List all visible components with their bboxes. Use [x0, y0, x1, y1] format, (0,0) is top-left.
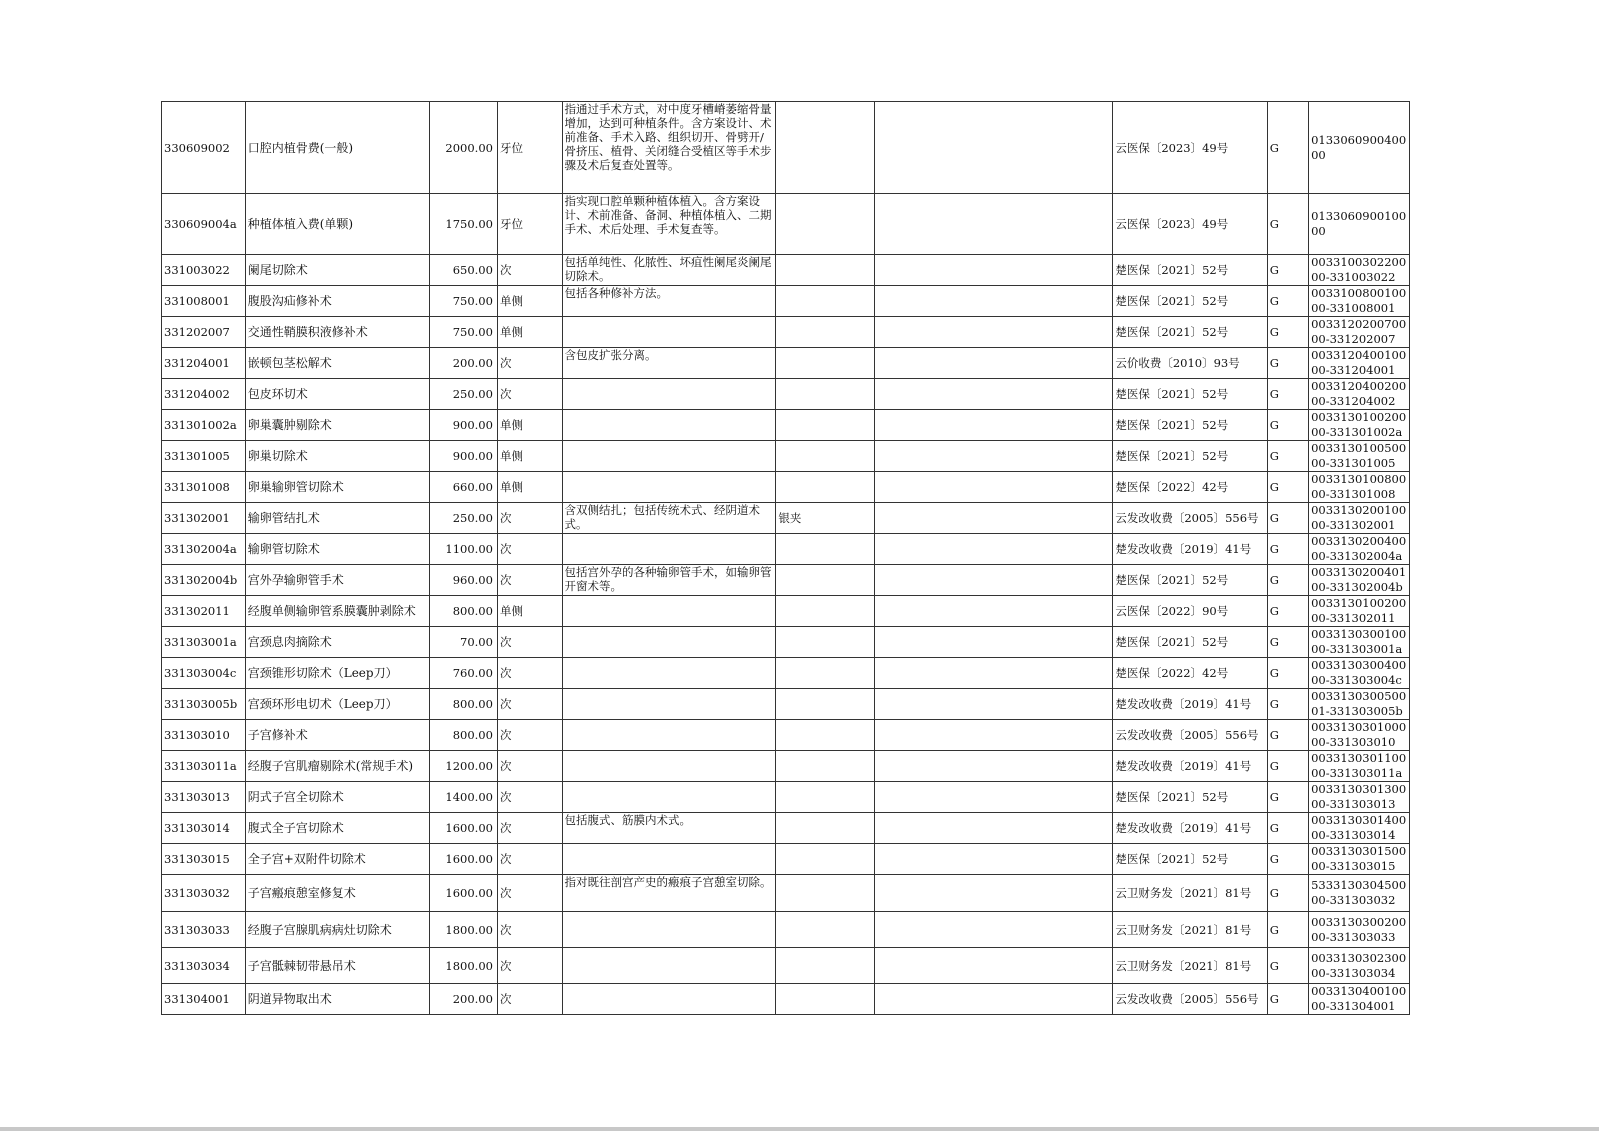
- table-row: [162, 658, 1410, 689]
- excluded-items-cell: [776, 844, 875, 875]
- unit-cell: 单侧: [497, 596, 562, 627]
- price-cell: 250.00: [430, 503, 498, 534]
- description-cell: [562, 751, 776, 782]
- excluded-items-cell: [776, 596, 875, 627]
- price-class-cell: G: [1267, 472, 1308, 503]
- table-row: [162, 255, 1410, 286]
- composite-code-cell: 003313030230000-331303034: [1309, 948, 1410, 984]
- document-number-cell: 云医保〔2023〕49号: [1113, 194, 1267, 255]
- document-number-cell: 楚医保〔2021〕52号: [1113, 379, 1267, 410]
- price-class-cell: G: [1267, 565, 1308, 596]
- description-cell: [562, 534, 776, 565]
- note-cell: [875, 348, 1113, 379]
- document-number-cell: 云卫财务发〔2021〕81号: [1113, 875, 1267, 912]
- table-row: [162, 379, 1410, 410]
- item-name-cell: 口腔内植骨费(一般): [245, 102, 430, 194]
- table-row: [162, 751, 1410, 782]
- price-class-cell: G: [1267, 875, 1308, 912]
- description-cell: 指对既往剖宫产史的瘢痕子宫憩室切除。: [562, 875, 776, 912]
- item-name-cell: 输卵管切除术: [245, 534, 430, 565]
- price-cell: 960.00: [430, 565, 498, 596]
- table-row: [162, 410, 1410, 441]
- note-cell: [875, 565, 1113, 596]
- price-cell: 1800.00: [430, 948, 498, 984]
- excluded-items-cell: [776, 472, 875, 503]
- description-cell: 含双侧结扎；包括传统术式、经阴道术式。: [562, 503, 776, 534]
- composite-code-cell: 003313010050000-331301005: [1309, 441, 1410, 472]
- excluded-items-cell: [776, 689, 875, 720]
- price-cell: 200.00: [430, 348, 498, 379]
- note-cell: [875, 194, 1113, 255]
- excluded-items-cell: [776, 317, 875, 348]
- item-name-cell: 宫颈环形电切术（Leep刀）: [245, 689, 430, 720]
- document-number-cell: 楚医保〔2021〕52号: [1113, 441, 1267, 472]
- composite-code-cell: 003313030050001-331303005b: [1309, 689, 1410, 720]
- item-name-cell: 嵌顿包茎松解术: [245, 348, 430, 379]
- item-name-cell: 卵巢囊肿剔除术: [245, 410, 430, 441]
- description-cell: [562, 596, 776, 627]
- price-cell: 900.00: [430, 441, 498, 472]
- table-row: [162, 503, 1410, 534]
- note-cell: [875, 844, 1113, 875]
- table-row: [162, 782, 1410, 813]
- excluded-items-cell: 银夹: [776, 503, 875, 534]
- item-code-cell: 331302004b: [162, 565, 246, 596]
- item-code-cell: 331301005: [162, 441, 246, 472]
- description-cell: [562, 658, 776, 689]
- description-cell: [562, 720, 776, 751]
- unit-cell: 单侧: [497, 472, 562, 503]
- item-code-cell: 331303004c: [162, 658, 246, 689]
- price-class-cell: G: [1267, 689, 1308, 720]
- note-cell: [875, 813, 1113, 844]
- excluded-items-cell: [776, 379, 875, 410]
- composite-code-cell: 003313030140000-331303014: [1309, 813, 1410, 844]
- document-number-cell: 云卫财务发〔2021〕81号: [1113, 948, 1267, 984]
- item-name-cell: 阴式子宫全切除术: [245, 782, 430, 813]
- price-cell: 800.00: [430, 689, 498, 720]
- document-number-cell: 楚医保〔2021〕52号: [1113, 627, 1267, 658]
- document-number-cell: 楚医保〔2021〕52号: [1113, 844, 1267, 875]
- document-number-cell: 楚发改收费〔2019〕41号: [1113, 751, 1267, 782]
- table-row: [162, 565, 1410, 596]
- item-code-cell: 331003022: [162, 255, 246, 286]
- price-cell: 1600.00: [430, 813, 498, 844]
- item-code-cell: 331302004a: [162, 534, 246, 565]
- item-name-cell: 腹股沟疝修补术: [245, 286, 430, 317]
- page-bottom-edge: [0, 1127, 1599, 1131]
- item-code-cell: 331008001: [162, 286, 246, 317]
- price-cell: 1600.00: [430, 844, 498, 875]
- document-number-cell: 楚医保〔2021〕52号: [1113, 286, 1267, 317]
- composite-code-cell: 003313030130000-331303013: [1309, 782, 1410, 813]
- description-cell: 包括各种修补方法。: [562, 286, 776, 317]
- document-number-cell: 楚医保〔2022〕42号: [1113, 658, 1267, 689]
- price-cell: 650.00: [430, 255, 498, 286]
- note-cell: [875, 658, 1113, 689]
- item-code-cell: 331303014: [162, 813, 246, 844]
- description-cell: [562, 912, 776, 948]
- table-row: [162, 286, 1410, 317]
- excluded-items-cell: [776, 286, 875, 317]
- unit-cell: 次: [497, 844, 562, 875]
- document-number-cell: 楚发改收费〔2019〕41号: [1113, 689, 1267, 720]
- item-code-cell: 331304001: [162, 984, 246, 1015]
- document-number-cell: 云医保〔2022〕90号: [1113, 596, 1267, 627]
- table-row: [162, 534, 1410, 565]
- composite-code-cell: 003310080010000-331008001: [1309, 286, 1410, 317]
- excluded-items-cell: [776, 912, 875, 948]
- unit-cell: 次: [497, 984, 562, 1015]
- excluded-items-cell: [776, 813, 875, 844]
- unit-cell: 次: [497, 255, 562, 286]
- unit-cell: 次: [497, 503, 562, 534]
- price-class-cell: G: [1267, 948, 1308, 984]
- composite-code-cell: 003313010020000-331301002a: [1309, 410, 1410, 441]
- price-class-cell: G: [1267, 503, 1308, 534]
- unit-cell: 单侧: [497, 410, 562, 441]
- price-class-cell: G: [1267, 379, 1308, 410]
- table-row: [162, 984, 1410, 1015]
- note-cell: [875, 534, 1113, 565]
- table-row: [162, 912, 1410, 948]
- unit-cell: 牙位: [497, 194, 562, 255]
- description-cell: [562, 627, 776, 658]
- composite-code-cell: 003312040010000-331204001: [1309, 348, 1410, 379]
- unit-cell: 单侧: [497, 317, 562, 348]
- note-cell: [875, 720, 1113, 751]
- note-cell: [875, 912, 1113, 948]
- unit-cell: 次: [497, 912, 562, 948]
- unit-cell: 次: [497, 813, 562, 844]
- description-cell: 指实现口腔单颗种植体植入。含方案设计、术前准备、备洞、种植体植入、二期手术、术后处理、手术复查等。: [562, 194, 776, 255]
- item-name-cell: 经腹子宫肌瘤剔除术(常规手术): [245, 751, 430, 782]
- price-cell: 750.00: [430, 286, 498, 317]
- composite-code-cell: 003313030020000-331303033: [1309, 912, 1410, 948]
- document-number-cell: 楚发改收费〔2019〕41号: [1113, 813, 1267, 844]
- unit-cell: 牙位: [497, 102, 562, 194]
- item-code-cell: 331303011a: [162, 751, 246, 782]
- price-class-cell: G: [1267, 984, 1308, 1015]
- excluded-items-cell: [776, 875, 875, 912]
- unit-cell: 次: [497, 658, 562, 689]
- table-row: [162, 627, 1410, 658]
- description-cell: [562, 379, 776, 410]
- unit-cell: 次: [497, 875, 562, 912]
- table-row: [162, 441, 1410, 472]
- composite-code-cell: 533313030450000-331303032: [1309, 875, 1410, 912]
- table-row: [162, 844, 1410, 875]
- description-cell: 包括宫外孕的各种输卵管手术，如输卵管开窗术等。: [562, 565, 776, 596]
- price-class-cell: G: [1267, 813, 1308, 844]
- excluded-items-cell: [776, 984, 875, 1015]
- table-row: [162, 102, 1410, 194]
- unit-cell: 单侧: [497, 286, 562, 317]
- description-cell: 包括腹式、筋膜内术式。: [562, 813, 776, 844]
- unit-cell: 次: [497, 782, 562, 813]
- note-cell: [875, 379, 1113, 410]
- excluded-items-cell: [776, 782, 875, 813]
- unit-cell: 次: [497, 565, 562, 596]
- price-class-cell: G: [1267, 627, 1308, 658]
- table-row: [162, 689, 1410, 720]
- price-class-cell: G: [1267, 441, 1308, 472]
- price-class-cell: G: [1267, 751, 1308, 782]
- item-name-cell: 腹式全子宫切除术: [245, 813, 430, 844]
- composite-code-cell: 003312020070000-331202007: [1309, 317, 1410, 348]
- description-cell: 含包皮扩张分离。: [562, 348, 776, 379]
- price-cell: 800.00: [430, 596, 498, 627]
- composite-code-cell: 003313020040100-331302004b: [1309, 565, 1410, 596]
- item-name-cell: 子宫骶棘韧带悬吊术: [245, 948, 430, 984]
- item-name-cell: 种植体植入费(单颗): [245, 194, 430, 255]
- excluded-items-cell: [776, 658, 875, 689]
- note-cell: [875, 689, 1113, 720]
- price-cell: 2000.00: [430, 102, 498, 194]
- unit-cell: 次: [497, 751, 562, 782]
- price-cell: 70.00: [430, 627, 498, 658]
- document-number-cell: 楚医保〔2021〕52号: [1113, 565, 1267, 596]
- description-cell: [562, 984, 776, 1015]
- item-code-cell: 331204001: [162, 348, 246, 379]
- price-class-cell: G: [1267, 194, 1308, 255]
- item-name-cell: 阴道异物取出术: [245, 984, 430, 1015]
- item-name-cell: 宫颈息肉摘除术: [245, 627, 430, 658]
- description-cell: [562, 782, 776, 813]
- document-number-cell: 云发改收费〔2005〕556号: [1113, 984, 1267, 1015]
- excluded-items-cell: [776, 255, 875, 286]
- table-row: [162, 317, 1410, 348]
- excluded-items-cell: [776, 534, 875, 565]
- item-name-cell: 经腹子宫腺肌病病灶切除术: [245, 912, 430, 948]
- price-cell: 1400.00: [430, 782, 498, 813]
- note-cell: [875, 102, 1113, 194]
- unit-cell: 次: [497, 948, 562, 984]
- price-class-cell: G: [1267, 720, 1308, 751]
- composite-code-cell: 003313020040000-331302004a: [1309, 534, 1410, 565]
- document-number-cell: 楚医保〔2021〕52号: [1113, 317, 1267, 348]
- item-code-cell: 331303005b: [162, 689, 246, 720]
- unit-cell: 次: [497, 348, 562, 379]
- table-row: [162, 348, 1410, 379]
- table-row: [162, 875, 1410, 912]
- table-row: [162, 813, 1410, 844]
- table-row: [162, 948, 1410, 984]
- table-row: [162, 596, 1410, 627]
- item-code-cell: 330609002: [162, 102, 246, 194]
- item-code-cell: 331202007: [162, 317, 246, 348]
- note-cell: [875, 596, 1113, 627]
- item-code-cell: 330609004a: [162, 194, 246, 255]
- note-cell: [875, 255, 1113, 286]
- item-name-cell: 输卵管结扎术: [245, 503, 430, 534]
- price-class-cell: G: [1267, 596, 1308, 627]
- document-number-cell: 云卫财务发〔2021〕81号: [1113, 912, 1267, 948]
- price-class-cell: G: [1267, 782, 1308, 813]
- price-cell: 1600.00: [430, 875, 498, 912]
- price-cell: 200.00: [430, 984, 498, 1015]
- document-number-cell: 云价收费〔2010〕93号: [1113, 348, 1267, 379]
- price-cell: 900.00: [430, 410, 498, 441]
- excluded-items-cell: [776, 751, 875, 782]
- price-cell: 760.00: [430, 658, 498, 689]
- description-cell: [562, 472, 776, 503]
- note-cell: [875, 984, 1113, 1015]
- unit-cell: 次: [497, 720, 562, 751]
- excluded-items-cell: [776, 565, 875, 596]
- price-cell: 1800.00: [430, 912, 498, 948]
- item-name-cell: 卵巢切除术: [245, 441, 430, 472]
- note-cell: [875, 875, 1113, 912]
- price-cell: 800.00: [430, 720, 498, 751]
- item-code-cell: 331303015: [162, 844, 246, 875]
- description-cell: [562, 410, 776, 441]
- price-class-cell: G: [1267, 286, 1308, 317]
- item-name-cell: 经腹单侧输卵管系膜囊肿剥除术: [245, 596, 430, 627]
- price-cell: 1200.00: [430, 751, 498, 782]
- note-cell: [875, 286, 1113, 317]
- item-code-cell: 331303032: [162, 875, 246, 912]
- price-cell: 250.00: [430, 379, 498, 410]
- item-code-cell: 331204002: [162, 379, 246, 410]
- composite-code-cell: 003310030220000-331003022: [1309, 255, 1410, 286]
- price-cell: 750.00: [430, 317, 498, 348]
- note-cell: [875, 627, 1113, 658]
- note-cell: [875, 472, 1113, 503]
- description-cell: 包括单纯性、化脓性、坏疽性阑尾炎阑尾切除术。: [562, 255, 776, 286]
- composite-code-cell: 003313030100000-331303010: [1309, 720, 1410, 751]
- unit-cell: 次: [497, 689, 562, 720]
- excluded-items-cell: [776, 194, 875, 255]
- price-class-cell: G: [1267, 912, 1308, 948]
- composite-code-cell: 003313030040000-331303004c: [1309, 658, 1410, 689]
- note-cell: [875, 751, 1113, 782]
- price-class-cell: G: [1267, 317, 1308, 348]
- item-code-cell: 331303010: [162, 720, 246, 751]
- item-code-cell: 331303033: [162, 912, 246, 948]
- document-number-cell: 楚医保〔2021〕52号: [1113, 255, 1267, 286]
- description-cell: [562, 948, 776, 984]
- note-cell: [875, 441, 1113, 472]
- composite-code-cell: 003313010020000-331302011: [1309, 596, 1410, 627]
- item-code-cell: 331301008: [162, 472, 246, 503]
- price-class-cell: G: [1267, 410, 1308, 441]
- note-cell: [875, 503, 1113, 534]
- excluded-items-cell: [776, 441, 875, 472]
- note-cell: [875, 948, 1113, 984]
- fee-table: [161, 101, 1410, 1015]
- table-row: [162, 720, 1410, 751]
- item-code-cell: 331302001: [162, 503, 246, 534]
- composite-code-cell: 013306090010000: [1309, 194, 1410, 255]
- excluded-items-cell: [776, 720, 875, 751]
- item-name-cell: 宫外孕输卵管手术: [245, 565, 430, 596]
- unit-cell: 单侧: [497, 441, 562, 472]
- unit-cell: 次: [497, 534, 562, 565]
- price-cell: 660.00: [430, 472, 498, 503]
- item-name-cell: 全子宫+双附件切除术: [245, 844, 430, 875]
- description-cell: [562, 844, 776, 875]
- composite-code-cell: 003312040020000-331204002: [1309, 379, 1410, 410]
- description-cell: [562, 317, 776, 348]
- note-cell: [875, 410, 1113, 441]
- price-class-cell: G: [1267, 348, 1308, 379]
- price-class-cell: G: [1267, 658, 1308, 689]
- item-code-cell: 331302011: [162, 596, 246, 627]
- excluded-items-cell: [776, 410, 875, 441]
- note-cell: [875, 782, 1113, 813]
- item-code-cell: 331303013: [162, 782, 246, 813]
- item-code-cell: 331301002a: [162, 410, 246, 441]
- price-class-cell: G: [1267, 102, 1308, 194]
- composite-code-cell: 013306090040000: [1309, 102, 1410, 194]
- fee-table-body: [162, 102, 1410, 1015]
- document-number-cell: 楚发改收费〔2019〕41号: [1113, 534, 1267, 565]
- composite-code-cell: 003313030110000-331303011a: [1309, 751, 1410, 782]
- description-cell: [562, 441, 776, 472]
- composite-code-cell: 003313030010000-331303001a: [1309, 627, 1410, 658]
- document-number-cell: 楚医保〔2022〕42号: [1113, 472, 1267, 503]
- item-name-cell: 卵巢输卵管切除术: [245, 472, 430, 503]
- excluded-items-cell: [776, 102, 875, 194]
- composite-code-cell: 003313020010000-331302001: [1309, 503, 1410, 534]
- document-number-cell: 云发改收费〔2005〕556号: [1113, 720, 1267, 751]
- item-code-cell: 331303001a: [162, 627, 246, 658]
- composite-code-cell: 003313030150000-331303015: [1309, 844, 1410, 875]
- item-name-cell: 子宫瘢痕憩室修复术: [245, 875, 430, 912]
- excluded-items-cell: [776, 948, 875, 984]
- item-name-cell: 宫颈锥形切除术（Leep刀）: [245, 658, 430, 689]
- excluded-items-cell: [776, 627, 875, 658]
- item-name-cell: 子宫修补术: [245, 720, 430, 751]
- table-row: [162, 194, 1410, 255]
- table-row: [162, 472, 1410, 503]
- item-code-cell: 331303034: [162, 948, 246, 984]
- document-number-cell: 云发改收费〔2005〕556号: [1113, 503, 1267, 534]
- unit-cell: 次: [497, 627, 562, 658]
- price-class-cell: G: [1267, 534, 1308, 565]
- excluded-items-cell: [776, 348, 875, 379]
- price-class-cell: G: [1267, 255, 1308, 286]
- description-cell: [562, 689, 776, 720]
- item-name-cell: 阑尾切除术: [245, 255, 430, 286]
- description-cell: 指通过手术方式，对中度牙槽嵴萎缩骨量增加，达到可种植条件。含方案设计、术前准备、手术入路、组织切开、骨劈开/骨挤压、植骨、关闭缝合受植区等手术步骤及术后复查处置等。: [562, 102, 776, 194]
- unit-cell: 次: [497, 379, 562, 410]
- price-cell: 1750.00: [430, 194, 498, 255]
- document-number-cell: 楚医保〔2021〕52号: [1113, 410, 1267, 441]
- price-class-cell: G: [1267, 844, 1308, 875]
- document-number-cell: 楚医保〔2021〕52号: [1113, 782, 1267, 813]
- composite-code-cell: 003313010080000-331301008: [1309, 472, 1410, 503]
- item-name-cell: 包皮环切术: [245, 379, 430, 410]
- composite-code-cell: 003313040010000-331304001: [1309, 984, 1410, 1015]
- price-cell: 1100.00: [430, 534, 498, 565]
- note-cell: [875, 317, 1113, 348]
- item-name-cell: 交通性鞘膜积液修补术: [245, 317, 430, 348]
- document-number-cell: 云医保〔2023〕49号: [1113, 102, 1267, 194]
